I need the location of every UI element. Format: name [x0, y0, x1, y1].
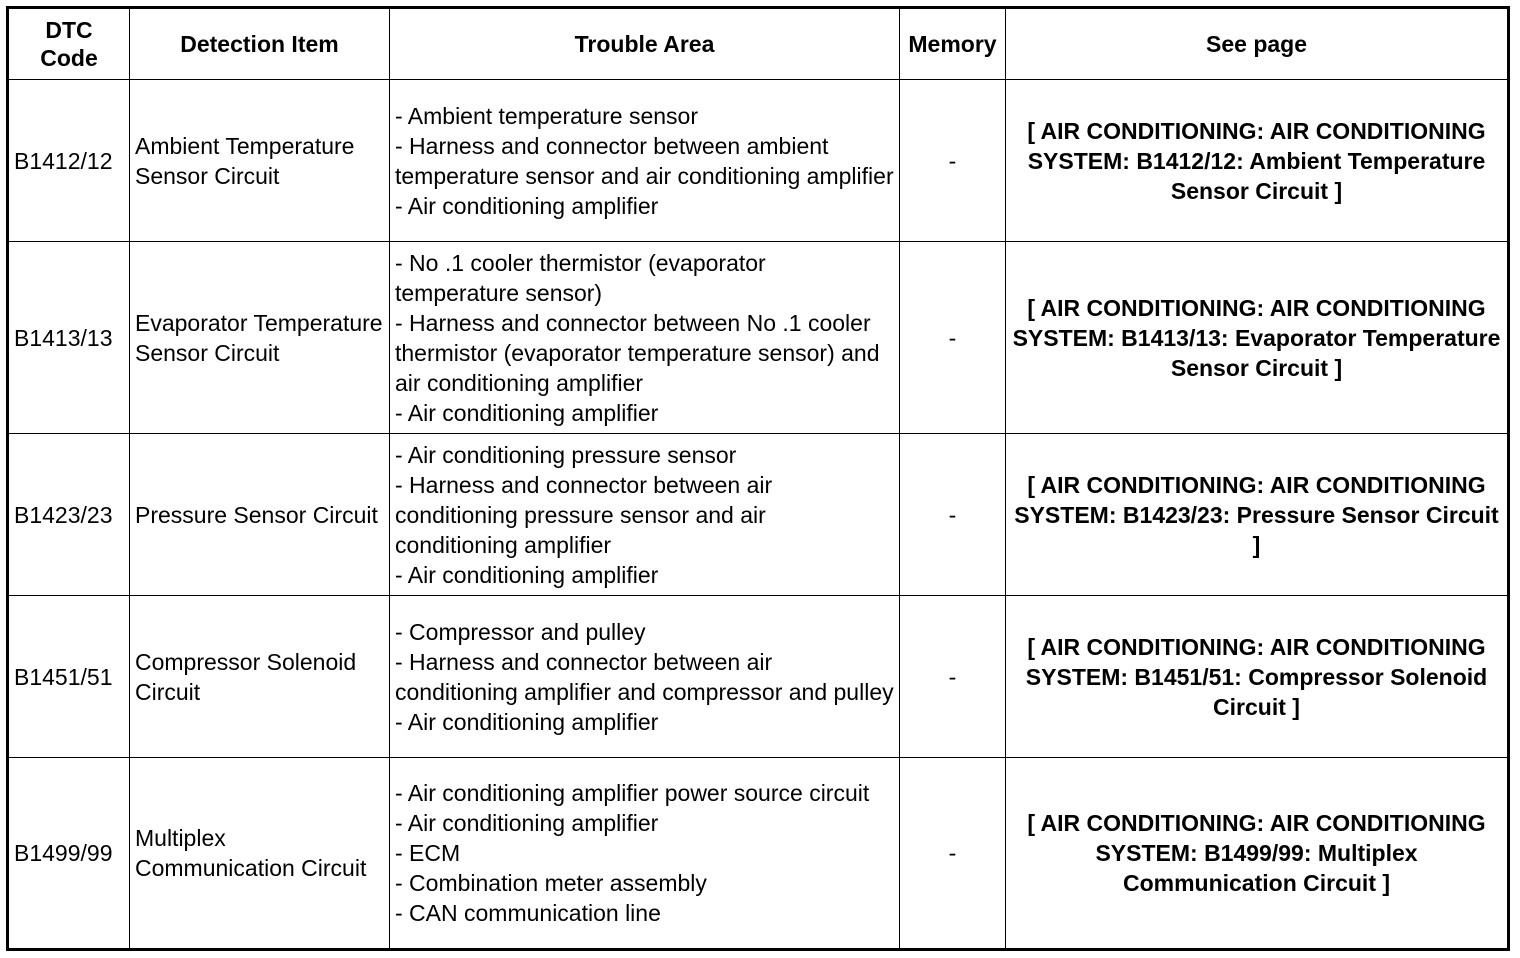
dtc-code-cell: B1499/99 — [8, 758, 130, 950]
see-page-link[interactable]: [ AIR CONDITIONING: AIR CONDITIONING SYSTEM: B1499/99: Multiplex Communication Circuit ] — [1006, 758, 1509, 950]
header-dtc-code — [8, 8, 130, 80]
header-see-page: See page — [1006, 8, 1509, 80]
header-trouble-area: Trouble Area — [390, 8, 900, 80]
dtc-code-cell: B1451/51 — [8, 596, 130, 758]
table-row — [8, 434, 1509, 596]
trouble-area-cell — [390, 80, 900, 242]
memory-cell: - — [900, 434, 1006, 596]
table-row — [8, 242, 1509, 434]
trouble-area-line: - Air conditioning amplifier power source circuit — [395, 780, 870, 806]
trouble-area-line: - Air conditioning amplifier — [395, 399, 659, 426]
header-row — [8, 8, 1509, 80]
detection-item-cell: Pressure Sensor Circuit — [130, 434, 390, 596]
trouble-area-cell — [390, 596, 900, 758]
trouble-area-cell — [390, 242, 900, 434]
detection-item-cell: Ambient Temperature Sensor Circuit — [130, 80, 390, 242]
header-dtc-code-line2: Code — [40, 45, 98, 71]
trouble-area-line: - Air conditioning amplifier — [395, 192, 659, 219]
header-detection-item: Detection Item — [130, 8, 390, 80]
see-page-link[interactable]: [ AIR CONDITIONING: AIR CONDITIONING SYSTEM: B1423/23: Pressure Sensor Circuit ] — [1006, 434, 1509, 596]
trouble-area-line: - Air conditioning amplifier — [395, 810, 659, 836]
header-memory: Memory — [900, 8, 1006, 80]
memory-cell: - — [900, 80, 1006, 242]
trouble-area-line: - Ambient temperature sensor — [395, 102, 698, 129]
trouble-area-line: - Harness and connector between air conditioning amplifier and compressor and pulley — [395, 648, 894, 705]
trouble-area-line: - Harness and connector between No .1 cooler thermistor (evaporator temperature sensor) and air conditioning amplifier — [395, 309, 880, 396]
trouble-area-line: - Air conditioning pressure sensor — [395, 441, 737, 468]
memory-cell: - — [900, 596, 1006, 758]
trouble-area-line: - Harness and connector between air conditioning pressure sensor and air conditioning amplifier — [395, 471, 773, 558]
detection-item-cell: Compressor Solenoid Circuit — [130, 596, 390, 758]
trouble-area-line: - Air conditioning amplifier — [395, 561, 659, 588]
memory-cell: - — [900, 758, 1006, 950]
trouble-area-line: - Combination meter assembly — [395, 870, 707, 896]
trouble-area-line: - Harness and connector between ambient temperature sensor and air conditioning amplifier — [395, 132, 894, 189]
dtc-code-cell: B1423/23 — [8, 434, 130, 596]
header-dtc-code-line1: DTC — [45, 17, 93, 43]
table-row — [8, 596, 1509, 758]
dtc-code-cell: B1412/12 — [8, 80, 130, 242]
trouble-area-cell — [390, 434, 900, 596]
trouble-area-line: - ECM — [395, 840, 461, 866]
see-page-link[interactable]: [ AIR CONDITIONING: AIR CONDITIONING SYSTEM: B1412/12: Ambient Temperature Sensor Circuit ] — [1006, 80, 1509, 242]
memory-cell: - — [900, 242, 1006, 434]
trouble-area-line: - CAN communication line — [395, 900, 661, 926]
see-page-link[interactable]: [ AIR CONDITIONING: AIR CONDITIONING SYSTEM: B1451/51: Compressor Solenoid Circuit ] — [1006, 596, 1509, 758]
detection-item-cell: Multiplex Communication Circuit — [130, 758, 390, 950]
table-row — [8, 80, 1509, 242]
trouble-area-line: - No .1 cooler thermistor (evaporator temperature sensor) — [395, 249, 766, 306]
trouble-area-cell — [390, 758, 900, 950]
dtc-code-cell: B1413/13 — [8, 242, 130, 434]
dtc-table — [6, 6, 1510, 951]
see-page-link[interactable]: [ AIR CONDITIONING: AIR CONDITIONING SYSTEM: B1413/13: Evaporator Temperature Sensor Circuit ] — [1006, 242, 1509, 434]
table-row — [8, 758, 1509, 950]
trouble-area-line: - Compressor and pulley — [395, 618, 646, 645]
detection-item-cell: Evaporator Temperature Sensor Circuit — [130, 242, 390, 434]
trouble-area-line: - Air conditioning amplifier — [395, 708, 659, 735]
